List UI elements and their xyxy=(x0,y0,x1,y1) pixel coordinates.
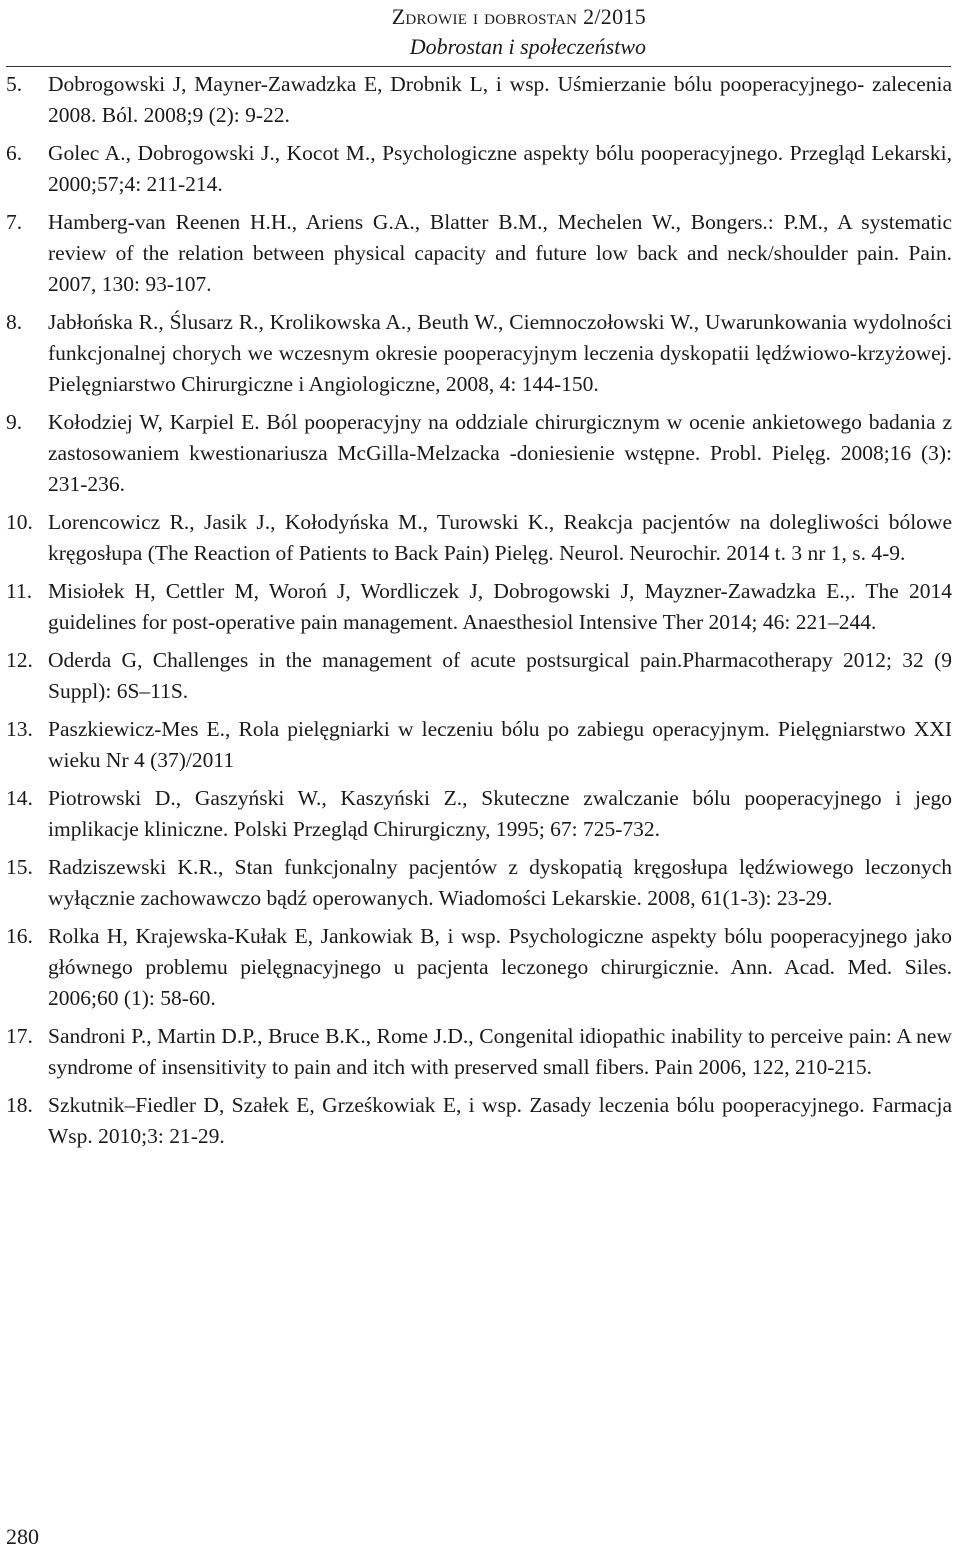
reference-item xyxy=(6,783,952,845)
reference-text: Szkutnik–Fiedler D, Szałek E, Grześkowiak E, i wsp. Zasady leczenia bólu pooperacyjnego. Farmacja Wsp. 2010;3: 21-29. xyxy=(48,1093,952,1148)
reference-text: Sandroni P., Martin D.P., Bruce B.K., Rome J.D., Congenital idiopathic inability to perceive pain: A new syndrome of insensitivity to pain and itch with preserved small fibers. Pain 2006, 122, 210-215. xyxy=(48,1024,952,1079)
page-number: 280 xyxy=(6,1524,39,1549)
reference-text: Golec A., Dobrogowski J., Kocot M., Psychologiczne aspekty bólu pooperacyjnego. Przegląd Lekarski, 2000;57;4: 211-214. xyxy=(48,141,952,196)
reference-item xyxy=(6,69,952,131)
reference-list xyxy=(6,62,952,1152)
reference-item xyxy=(6,407,952,500)
section-title: Dobrostan i społeczeństwo xyxy=(409,34,646,59)
reference-item xyxy=(6,1021,952,1083)
reference-item xyxy=(6,576,952,638)
reference-number: 10. xyxy=(6,510,33,534)
reference-number: 6. xyxy=(6,141,23,165)
reference-number: 11. xyxy=(6,579,33,603)
reference-text: Piotrowski D., Gaszyński W., Kaszyński Z., Skuteczne zwalczanie bólu pooperacyjnego i jego implikacje kliniczne. Polski Przegląd Chirurgiczny, 1995; 67: 725-732. xyxy=(48,786,952,841)
reference-text: Radziszewski K.R., Stan funkcjonalny pacjentów z dyskopatią kręgosłupa lędźwiowego leczonych wyłącznie zachowawczo bądź operowanych. Wiadomości Lekarskie. 2008, 61(1-3): 23-29. xyxy=(48,855,952,910)
reference-item xyxy=(6,921,952,1014)
reference-item xyxy=(6,1090,952,1152)
reference-text: Lorencowicz R., Jasik J., Kołodyńska M., Turowski K., Reakcja pacjentów na dolegliwości bólowe kręgosłupa (The Reaction of Patients to Back Pain) Pielęg. Neurol. Neurochir. 2014 t. 3 nr 1, s. 4-9. xyxy=(48,510,952,565)
reference-item xyxy=(6,138,952,200)
reference-text: Paszkiewicz-Mes E., Rola pielęgniarki w leczeniu bólu po zabiegu operacyjnym. Pielęgniarstwo XXI wieku Nr 4 (37)/2011 xyxy=(48,717,952,772)
reference-item xyxy=(6,507,952,569)
reference-item xyxy=(6,307,952,400)
reference-number: 15. xyxy=(6,855,33,879)
reference-number: 9. xyxy=(6,410,23,434)
reference-number: 5. xyxy=(6,72,23,96)
reference-item xyxy=(6,852,952,914)
reference-text: Hamberg-van Reenen H.H., Ariens G.A., Blatter B.M., Mechelen W., Bongers.: P.M., A systematic review of the relation between physical capacity and future low back and neck/shoulder pain. Pain. 2007, 130: 93-107. xyxy=(48,210,952,296)
reference-number: 17. xyxy=(6,1024,33,1048)
reference-text: Kołodziej W, Karpiel E. Ból pooperacyjny na oddziale chirurgicznym w ocenie ankietowego badania z zastosowaniem kwestionariusza McGilla-Melzacka -doniesienie wstępne. Probl. Pielęg. 2008;16 (3): 231-236. xyxy=(48,410,952,496)
reference-item xyxy=(6,207,952,300)
reference-number: 16. xyxy=(6,924,33,948)
reference-text: Dobrogowski J, Mayner-Zawadzka E, Drobnik L, i wsp. Uśmierzanie bólu pooperacyjnego- zalecenia 2008. Ból. 2008;9 (2): 9-22. xyxy=(48,72,952,127)
reference-item xyxy=(6,645,952,707)
reference-number: 14. xyxy=(6,786,33,810)
reference-text: Oderda G, Challenges in the management of acute postsurgical pain.Pharmacotherapy 2012; 32 (9 Suppl): 6S–11S. xyxy=(48,648,952,703)
reference-item xyxy=(6,714,952,776)
reference-text: Jabłońska R., Ślusarz R., Krolikowska A., Beuth W., Ciemnoczołowski W., Uwarunkowania wydolności funkcjonalnej chorych we wczesnym okresie pooperacyjnym leczenia dyskopatii lędźwiowo-krzyżowej. Pielęgniarstwo Chirurgiczne i Angiologiczne, 2008, 4: 144-150. xyxy=(48,310,952,396)
reference-number: 7. xyxy=(6,210,23,234)
journal-title: Zdrowie i dobrostan 2/2015 xyxy=(391,4,646,29)
running-head xyxy=(392,2,646,62)
reference-text: Misiołek H, Cettler M, Woroń J, Wordliczek J, Dobrogowski J, Mayzner-Zawadzka E.,. The 2014 guidelines for post-operative pain management. Anaesthesiol Intensive Ther 2014; 46: 221–244. xyxy=(48,579,952,634)
reference-number: 12. xyxy=(6,648,33,672)
reference-number: 8. xyxy=(6,310,23,334)
reference-number: 13. xyxy=(6,717,33,741)
reference-text: Rolka H, Krajewska-Kułak E, Jankowiak B, i wsp. Psychologiczne aspekty bólu pooperacyjnego jako głównego problemu pielęgnacyjnego u pacjenta leczonego chirurgicznie. Ann. Acad. Med. Siles. 2006;60 (1): 58-60. xyxy=(48,924,952,1010)
reference-number: 18. xyxy=(6,1093,33,1117)
